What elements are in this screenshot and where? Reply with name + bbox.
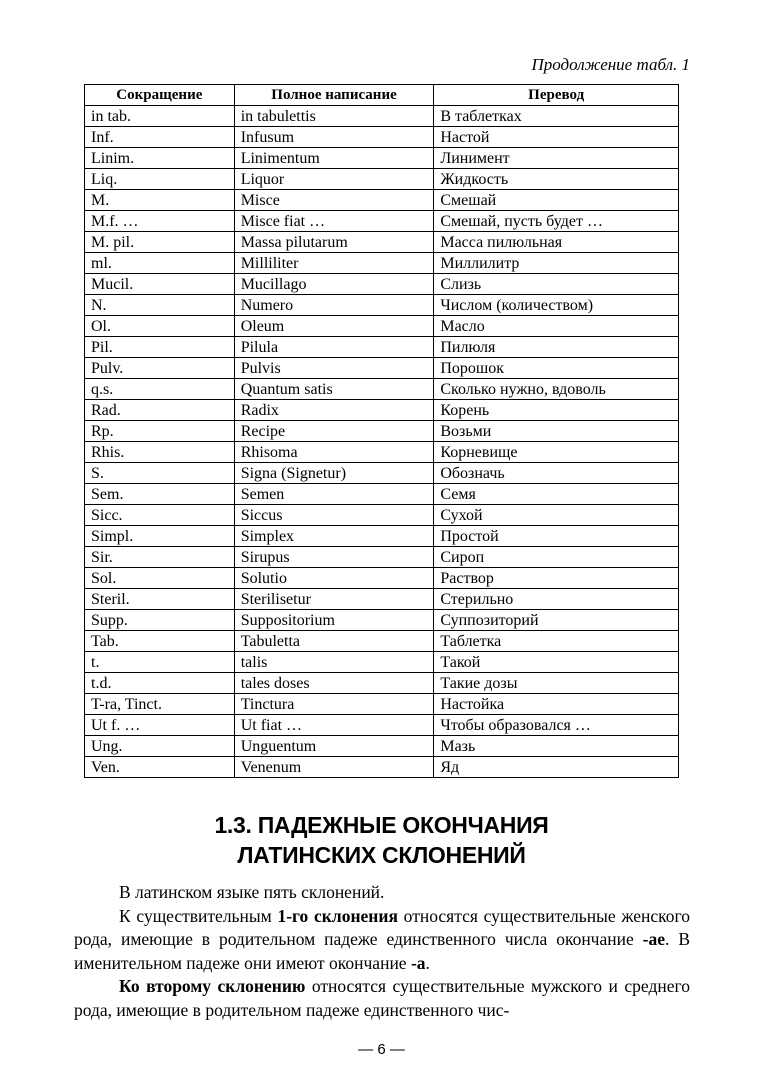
cell-abbreviation: Rhis. xyxy=(85,442,235,463)
cell-abbreviation: Pil. xyxy=(85,337,235,358)
cell-full-spelling: Rhisoma xyxy=(234,442,434,463)
text-span: . xyxy=(425,952,430,973)
table-row xyxy=(85,505,679,526)
cell-abbreviation: t. xyxy=(85,652,235,673)
table-row xyxy=(85,316,679,337)
cell-translation: Мазь xyxy=(434,736,679,757)
abbreviations-table xyxy=(84,84,679,778)
cell-abbreviation: Ven. xyxy=(85,757,235,778)
cell-translation: Масло xyxy=(434,316,679,337)
cell-translation: Слизь xyxy=(434,274,679,295)
cell-abbreviation: Sicc. xyxy=(85,505,235,526)
cell-abbreviation: Supp. xyxy=(85,610,235,631)
cell-translation: Жидкость xyxy=(434,169,679,190)
cell-abbreviation: N. xyxy=(85,295,235,316)
table-row xyxy=(85,463,679,484)
table-row xyxy=(85,526,679,547)
table-row xyxy=(85,631,679,652)
cell-translation: Настойка xyxy=(434,694,679,715)
cell-abbreviation: Ut f. … xyxy=(85,715,235,736)
table-row xyxy=(85,127,679,148)
cell-full-spelling: Milliliter xyxy=(234,253,434,274)
cell-abbreviation: Rp. xyxy=(85,421,235,442)
text-span: . В именительном падеже они имеют окончание xyxy=(74,929,690,973)
cell-full-spelling: Liquor xyxy=(234,169,434,190)
cell-full-spelling: Misce xyxy=(234,190,434,211)
cell-full-spelling: Tinctura xyxy=(234,694,434,715)
table-row xyxy=(85,484,679,505)
cell-abbreviation: Ol. xyxy=(85,316,235,337)
table-row xyxy=(85,169,679,190)
table-header-row xyxy=(85,85,679,106)
cell-full-spelling: Tabuletta xyxy=(234,631,434,652)
cell-full-spelling: Massa pilutarum xyxy=(234,232,434,253)
cell-full-spelling: Pulvis xyxy=(234,358,434,379)
cell-abbreviation: Mucil. xyxy=(85,274,235,295)
table-row xyxy=(85,547,679,568)
cell-full-spelling: Pilula xyxy=(234,337,434,358)
section-title-line2: ЛАТИНСКИХ СКЛОНЕНИЙ xyxy=(237,842,526,868)
text-span: К существительным xyxy=(119,905,278,926)
table-row xyxy=(85,589,679,610)
table-row xyxy=(85,148,679,169)
cell-abbreviation: M. pil. xyxy=(85,232,235,253)
bold-ending-a: -a xyxy=(410,952,426,973)
cell-abbreviation: in tab. xyxy=(85,106,235,127)
cell-abbreviation: Simpl. xyxy=(85,526,235,547)
table-row xyxy=(85,400,679,421)
cell-full-spelling: Quantum satis xyxy=(234,379,434,400)
text-span: относятся существительные женского рода, имеющие в родительном падеже единственного числа окончание xyxy=(74,905,690,949)
cell-translation: Порошок xyxy=(434,358,679,379)
table-row xyxy=(85,295,679,316)
cell-full-spelling: Oleum xyxy=(234,316,434,337)
cell-abbreviation: T-ra, Tinct. xyxy=(85,694,235,715)
cell-abbreviation: ml. xyxy=(85,253,235,274)
table-body xyxy=(85,106,679,778)
table-row xyxy=(85,358,679,379)
bold-term-first-declension: 1-го склонения xyxy=(277,905,398,926)
paragraph-3 xyxy=(74,975,690,1022)
table-row xyxy=(85,694,679,715)
bold-term-second-declension: Ко второму склонению xyxy=(119,976,306,996)
table-row xyxy=(85,337,679,358)
paragraph-2 xyxy=(74,905,690,976)
cell-abbreviation: Liq. xyxy=(85,169,235,190)
bold-ending-ae: -ae xyxy=(642,929,666,949)
cell-abbreviation: M.f. … xyxy=(85,211,235,232)
table-row xyxy=(85,568,679,589)
cell-full-spelling: Numero xyxy=(234,295,434,316)
cell-translation: Масса пилюльная xyxy=(434,232,679,253)
cell-abbreviation: Sir. xyxy=(85,547,235,568)
table-row xyxy=(85,673,679,694)
section-heading xyxy=(0,810,763,870)
cell-translation: Таблетка xyxy=(434,631,679,652)
page-number: — 6 — xyxy=(358,1041,405,1058)
cell-translation: Такие дозы xyxy=(434,673,679,694)
table-row xyxy=(85,736,679,757)
cell-abbreviation: Linim. xyxy=(85,148,235,169)
cell-full-spelling: tales doses xyxy=(234,673,434,694)
cell-full-spelling: Sterilisetur xyxy=(234,589,434,610)
cell-full-spelling: Ut fiat … xyxy=(234,715,434,736)
cell-translation: Настой xyxy=(434,127,679,148)
cell-full-spelling: Recipe xyxy=(234,421,434,442)
cell-full-spelling: Unguentum xyxy=(234,736,434,757)
table-row xyxy=(85,232,679,253)
cell-full-spelling: Linimentum xyxy=(234,148,434,169)
cell-translation: Стерильно xyxy=(434,589,679,610)
cell-full-spelling: Siccus xyxy=(234,505,434,526)
cell-full-spelling: Semen xyxy=(234,484,434,505)
column-header-full-spelling: Полное написание xyxy=(234,85,434,106)
cell-translation: Корень xyxy=(434,400,679,421)
column-header-abbreviation: Сокращение xyxy=(85,85,235,106)
cell-translation: Обозначь xyxy=(434,463,679,484)
table-row xyxy=(85,274,679,295)
cell-translation: Сколько нужно, вдоволь xyxy=(434,379,679,400)
text-span: относятся существительные мужского и среднего рода, имеющие в родительном падеже единственного чис- xyxy=(74,976,690,1020)
section-number: 1.3. xyxy=(214,812,252,838)
cell-abbreviation: Sol. xyxy=(85,568,235,589)
section-title-line1: ПАДЕЖНЫЕ ОКОНЧАНИЯ xyxy=(257,812,549,838)
cell-translation: Смешай, пусть будет … xyxy=(434,211,679,232)
cell-full-spelling: Suppositorium xyxy=(234,610,434,631)
table-row xyxy=(85,190,679,211)
cell-translation: Сухой xyxy=(434,505,679,526)
cell-full-spelling: Signa (Signetur) xyxy=(234,463,434,484)
cell-abbreviation: Inf. xyxy=(85,127,235,148)
cell-translation: Сироп xyxy=(434,547,679,568)
cell-translation: Яд xyxy=(434,757,679,778)
cell-abbreviation: q.s. xyxy=(85,379,235,400)
table-row xyxy=(85,253,679,274)
table-row xyxy=(85,715,679,736)
cell-translation: Пилюля xyxy=(434,337,679,358)
cell-abbreviation: M. xyxy=(85,190,235,211)
cell-full-spelling: in tabulettis xyxy=(234,106,434,127)
cell-translation: Такой xyxy=(434,652,679,673)
table-continuation-caption: Продолжение табл. 1 xyxy=(531,55,690,74)
cell-translation: Суппозиторий xyxy=(434,610,679,631)
table-row xyxy=(85,652,679,673)
cell-full-spelling: Venenum xyxy=(234,757,434,778)
section-heading-line1 xyxy=(0,810,763,840)
table-row xyxy=(85,106,679,127)
cell-full-spelling: Solutio xyxy=(234,568,434,589)
table-row xyxy=(85,757,679,778)
cell-full-spelling: Simplex xyxy=(234,526,434,547)
cell-abbreviation: S. xyxy=(85,463,235,484)
cell-translation: Семя xyxy=(434,484,679,505)
cell-abbreviation: Sem. xyxy=(85,484,235,505)
table-row xyxy=(85,442,679,463)
cell-full-spelling: Misce fiat … xyxy=(234,211,434,232)
cell-abbreviation: Rad. xyxy=(85,400,235,421)
cell-translation: Миллилитр xyxy=(434,253,679,274)
column-header-translation: Перевод xyxy=(434,85,679,106)
body-text xyxy=(74,881,690,1022)
table-row xyxy=(85,379,679,400)
cell-abbreviation: Steril. xyxy=(85,589,235,610)
table-row xyxy=(85,421,679,442)
cell-abbreviation: t.d. xyxy=(85,673,235,694)
cell-translation: Числом (количеством) xyxy=(434,295,679,316)
cell-translation: Смешай xyxy=(434,190,679,211)
cell-full-spelling: talis xyxy=(234,652,434,673)
cell-translation: Чтобы образовался … xyxy=(434,715,679,736)
cell-translation: Раствор xyxy=(434,568,679,589)
cell-full-spelling: Infusum xyxy=(234,127,434,148)
cell-abbreviation: Ung. xyxy=(85,736,235,757)
cell-abbreviation: Pulv. xyxy=(85,358,235,379)
cell-full-spelling: Radix xyxy=(234,400,434,421)
paragraph-1: В латинском языке пять склонений. xyxy=(119,882,385,902)
cell-translation: Корневище xyxy=(434,442,679,463)
table-row xyxy=(85,610,679,631)
cell-abbreviation: Tab. xyxy=(85,631,235,652)
cell-translation: Линимент xyxy=(434,148,679,169)
cell-translation: В таблетках xyxy=(434,106,679,127)
cell-translation: Возьми xyxy=(434,421,679,442)
cell-translation: Простой xyxy=(434,526,679,547)
table-row xyxy=(85,211,679,232)
cell-full-spelling: Mucillago xyxy=(234,274,434,295)
cell-full-spelling: Sirupus xyxy=(234,547,434,568)
